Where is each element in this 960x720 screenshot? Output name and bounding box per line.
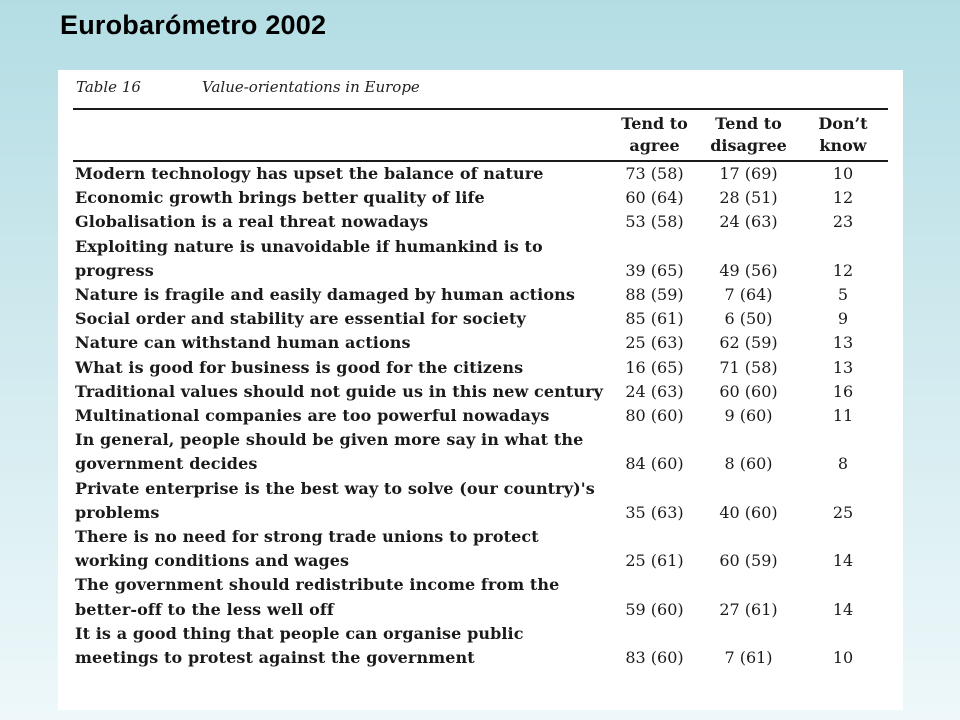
row-statement: Exploiting nature is unavoidable if humankind is to progress (75, 236, 543, 280)
row-dont-know: 9 (837, 309, 849, 329)
row-disagree: 17 (69) (719, 164, 778, 183)
header-disagree-line1: Tend to (715, 114, 782, 133)
row-statement: There is no need for strong trade unions to protect working conditions and wages (75, 527, 539, 571)
row-dont-know: 25 (832, 502, 854, 522)
row-dont-know: 13 (832, 357, 854, 377)
table-row (73, 161, 888, 186)
row-disagree: 27 (61) (719, 599, 778, 619)
row-dont-know: 10 (832, 164, 854, 183)
row-statement: Nature can withstand human actions (75, 333, 411, 353)
row-dont-know: 14 (832, 551, 854, 571)
header-statement (73, 110, 610, 161)
row-disagree: 7 (64) (724, 285, 773, 305)
row-disagree: 40 (60) (719, 502, 778, 522)
table-header (73, 110, 888, 161)
row-agree: 59 (60) (625, 599, 684, 619)
row-statement: Private enterprise is the best way to solve (our country)'s problems (75, 478, 595, 522)
row-agree: 80 (60) (625, 406, 684, 426)
row-agree: 85 (61) (625, 309, 684, 329)
row-disagree: 24 (63) (719, 212, 778, 232)
row-agree: 83 (60) (625, 648, 684, 668)
table-row (73, 331, 888, 355)
row-statement: Modern technology has upset the balance of nature (75, 164, 544, 183)
header-dontknow-line2: know (819, 136, 867, 155)
row-agree: 35 (63) (625, 502, 684, 522)
row-agree: 53 (58) (625, 212, 684, 232)
table-row (73, 622, 888, 670)
table-row (73, 283, 888, 307)
row-disagree: 71 (58) (719, 357, 778, 377)
row-disagree: 62 (59) (719, 333, 778, 353)
table-row (73, 356, 888, 380)
row-agree: 16 (65) (625, 357, 684, 377)
row-statement: In general, people should be given more say in what the government decides (75, 430, 584, 474)
table-row (73, 404, 888, 428)
table-figure (58, 70, 903, 710)
table-row (73, 307, 888, 331)
table-row (73, 525, 888, 573)
row-agree: 39 (65) (625, 260, 684, 280)
table-row (73, 186, 888, 210)
table-row (73, 428, 888, 476)
header-tend-to-agree (610, 110, 699, 161)
row-statement: It is a good thing that people can organise public meetings to protest against the government (75, 623, 524, 668)
table-body (73, 161, 888, 670)
row-dont-know: 12 (832, 260, 854, 280)
row-agree: 73 (58) (625, 164, 684, 183)
header-dont-know (798, 110, 888, 161)
row-disagree: 49 (56) (719, 260, 778, 280)
table-container (73, 108, 888, 670)
row-dont-know: 13 (832, 333, 854, 353)
row-agree: 60 (64) (625, 188, 684, 208)
row-agree: 24 (63) (625, 381, 684, 401)
header-dontknow-line1: Don’t (818, 114, 868, 133)
row-statement: Multinational companies are too powerful nowadays (75, 406, 550, 426)
row-dont-know: 16 (832, 381, 854, 401)
table-row (73, 380, 888, 404)
row-disagree: 8 (60) (724, 454, 773, 474)
row-agree: 25 (61) (625, 551, 684, 571)
row-dont-know: 14 (832, 599, 854, 619)
table-row (73, 235, 888, 283)
row-disagree: 28 (51) (719, 188, 778, 208)
table-row (73, 210, 888, 234)
row-agree: 84 (60) (625, 454, 684, 474)
row-statement: Nature is fragile and easily damaged by human actions (75, 285, 575, 305)
row-disagree: 60 (59) (719, 551, 778, 571)
row-dont-know: 10 (832, 648, 854, 668)
header-tend-to-disagree (699, 110, 798, 161)
caption-title: Value-orientations in Europe (202, 78, 420, 96)
row-dont-know: 12 (832, 188, 854, 208)
row-disagree: 9 (60) (724, 406, 773, 426)
row-statement: The government should redistribute income from the better-off to the less well off (75, 575, 560, 619)
row-disagree: 7 (61) (724, 648, 773, 668)
caption-number: Table 16 (76, 78, 141, 96)
header-disagree-line2: disagree (710, 136, 787, 155)
value-orientations-table (73, 110, 888, 670)
row-statement: Traditional values should not guide us in this new century (75, 381, 604, 401)
header-agree-line1: Tend to (621, 114, 688, 133)
row-agree: 88 (59) (625, 285, 684, 305)
row-dont-know: 23 (832, 212, 854, 232)
row-disagree: 60 (60) (719, 381, 778, 401)
header-row (73, 110, 888, 161)
row-dont-know: 8 (837, 454, 849, 474)
row-dont-know: 11 (832, 406, 854, 426)
slide-title: Eurobarómetro 2002 (60, 10, 327, 40)
row-dont-know: 5 (837, 285, 849, 305)
row-agree: 25 (63) (625, 333, 684, 353)
row-disagree: 6 (50) (724, 309, 773, 329)
row-statement: Social order and stability are essential for society (75, 309, 526, 329)
row-statement: Economic growth brings better quality of life (75, 188, 485, 208)
row-statement: Globalisation is a real threat nowadays (75, 212, 429, 232)
table-row (73, 573, 888, 621)
row-statement: What is good for business is good for the citizens (75, 357, 524, 377)
header-agree-line2: agree (629, 136, 680, 155)
table-row (73, 477, 888, 525)
table-caption (76, 78, 420, 96)
